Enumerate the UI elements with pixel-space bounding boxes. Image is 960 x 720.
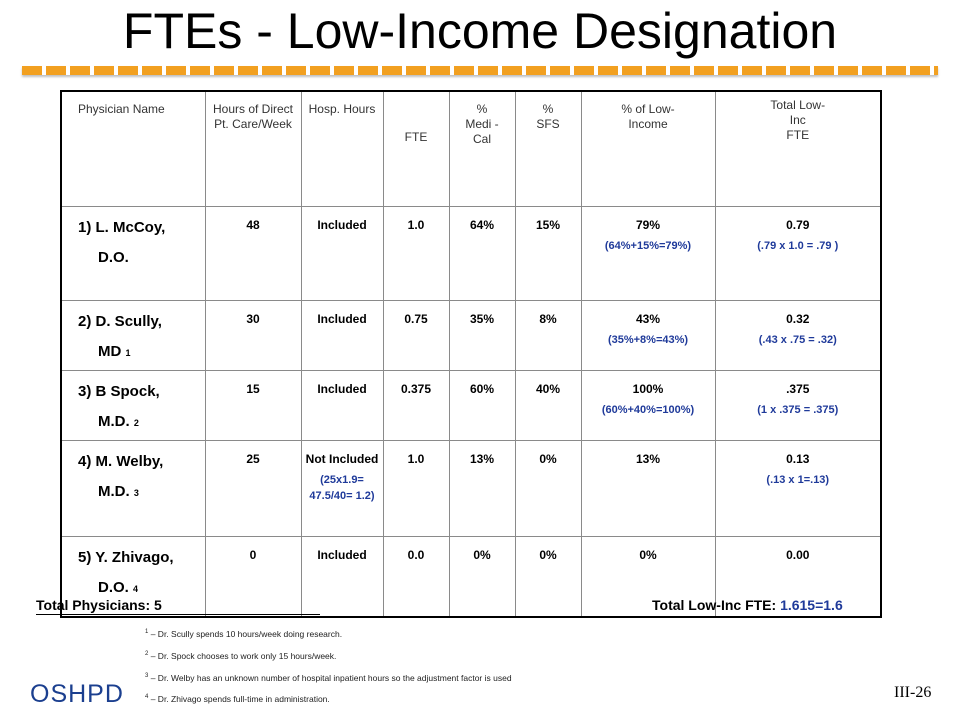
footnote-item: $^3$ – Dr. Welby has an unknown number of hospital inpatient hours so the adjustment factor is used — [145, 672, 512, 683]
header-fte: FTE — [383, 91, 449, 207]
total-fte-value: .375 — [786, 382, 810, 396]
sfs-cell: 0% — [515, 441, 581, 537]
hosp-value: Not Included — [305, 452, 379, 466]
medical-cell: 13% — [449, 441, 515, 537]
header-low-income: % of Low- Income — [581, 91, 715, 207]
physician-name-cell — [61, 207, 205, 301]
total-fte-cell — [715, 371, 881, 441]
table-header-row — [61, 91, 881, 207]
fte-cell: 1.0 — [383, 207, 449, 301]
total-fte-cell: 0.00 — [715, 537, 881, 617]
fte-cell: 1.0 — [383, 441, 449, 537]
medical-cell: 60% — [449, 371, 515, 441]
page-number: III-26 — [894, 684, 932, 701]
medical-cell: 35% — [449, 301, 515, 371]
title-underline-decoration — [22, 66, 938, 75]
sfs-cell: 0% — [515, 537, 581, 617]
total-fte-value: 0.13 — [786, 452, 810, 466]
low-income-value: 43% — [635, 312, 661, 326]
header-total-low-inc-fte: Total Low- Inc FTE — [715, 91, 881, 207]
hours-cell: 0 — [205, 537, 301, 617]
total-fte-note: (.79 x 1.0 = .79 ) — [757, 240, 839, 252]
low-income-note: (60%+40%=100%) — [601, 404, 695, 416]
fte-cell: 0.375 — [383, 371, 449, 441]
total-fte-note: (1 x .375 = .375) — [757, 404, 839, 416]
physician-name: Y. Zhivago, — [95, 549, 174, 566]
physician-degree: D.O. — [98, 249, 129, 266]
hours-cell: 15 — [205, 371, 301, 441]
physician-name: M. Welby, — [95, 453, 164, 470]
row-number: 1) — [78, 219, 92, 236]
total-fte-value: 0.79 — [786, 218, 810, 232]
low-income-note: (64%+15%=79%) — [604, 240, 692, 252]
footnotes — [145, 622, 512, 709]
total-physicians: Total Physicians: 5 — [36, 597, 162, 613]
footnote-marker: 1 — [125, 348, 131, 358]
oshpd-logo: OSHPD — [30, 680, 124, 708]
hosp-cell: Included — [301, 537, 383, 617]
total-fte-cell — [715, 441, 881, 537]
total-low-inc-fte-value: 1.615=1.6 — [780, 597, 843, 613]
hosp-cell: Included — [301, 207, 383, 301]
hours-cell: 30 — [205, 301, 301, 371]
physician-name: D. Scully, — [95, 313, 162, 330]
sfs-cell: 40% — [515, 371, 581, 441]
low-income-cell: 0% — [581, 537, 715, 617]
hours-cell: 25 — [205, 441, 301, 537]
fte-cell: 0.0 — [383, 537, 449, 617]
header-physician-name: Physician Name — [61, 91, 205, 207]
physician-degree: D.O. — [98, 579, 129, 596]
low-income-value: 79% — [635, 218, 661, 232]
total-fte-cell — [715, 301, 881, 371]
low-income-value: 100% — [632, 382, 664, 396]
header-sfs: % SFS — [515, 91, 581, 207]
footnote-item: $^1$ – Dr. Scully spends 10 hours/week doing research. — [145, 628, 343, 639]
low-income-cell — [581, 371, 715, 441]
header-hours: Hours of Direct Pt. Care/Week — [205, 91, 301, 207]
header-hosp-hours: Hosp. Hours — [301, 91, 383, 207]
footnote-item: $^4$ – Dr. Zhivago spends full-time in administration. — [145, 694, 330, 705]
medical-cell: 64% — [449, 207, 515, 301]
footnote-marker: 4 — [133, 584, 139, 594]
fte-cell: 0.75 — [383, 301, 449, 371]
low-income-note: (35%+8%=43%) — [607, 334, 689, 346]
hosp-cell — [301, 441, 383, 537]
footnote-item: $^2$ – Dr. Spock chooses to work only 15 hours/week. — [145, 650, 337, 661]
low-income-cell: 13% — [581, 441, 715, 537]
low-income-cell — [581, 301, 715, 371]
low-income-cell — [581, 207, 715, 301]
fte-table — [60, 90, 882, 618]
hosp-note: (25x1.9= 47.5/40= 1.2) — [309, 474, 375, 502]
table-row — [61, 371, 881, 441]
footnote-marker: 2 — [133, 418, 139, 428]
hosp-cell: Included — [301, 371, 383, 441]
footnote-marker: 3 — [133, 488, 139, 498]
row-number: 4) — [78, 453, 92, 470]
table-row — [61, 441, 881, 537]
total-low-inc-fte — [652, 597, 843, 613]
hosp-cell: Included — [301, 301, 383, 371]
physician-degree: M.D. — [98, 483, 130, 500]
row-number: 5) — [78, 549, 92, 566]
row-number: 2) — [78, 313, 92, 330]
physician-degree: MD — [98, 343, 122, 360]
medical-cell: 0% — [449, 537, 515, 617]
physician-name: B Spock, — [95, 383, 160, 400]
physician-name: L. McCoy, — [95, 219, 166, 236]
header-medical: % Medi - Cal — [449, 91, 515, 207]
total-fte-note: (.43 x .75 = .32) — [758, 334, 837, 346]
row-number: 3) — [78, 383, 92, 400]
table-row — [61, 207, 881, 301]
physician-name-cell — [61, 441, 205, 537]
physician-name-cell — [61, 371, 205, 441]
total-physicians-underline — [36, 614, 320, 615]
physician-name-cell — [61, 301, 205, 371]
table-row — [61, 301, 881, 371]
sfs-cell: 8% — [515, 301, 581, 371]
total-fte-cell — [715, 207, 881, 301]
physician-degree: M.D. — [98, 413, 130, 430]
hours-cell: 48 — [205, 207, 301, 301]
total-low-inc-fte-label: Total Low-Inc FTE: — [652, 597, 777, 613]
total-fte-note: (.13 x 1=.13) — [766, 474, 830, 486]
sfs-cell: 15% — [515, 207, 581, 301]
slide-title: FTEs - Low-Income Designation — [122, 3, 838, 59]
total-fte-value: 0.32 — [786, 312, 810, 326]
